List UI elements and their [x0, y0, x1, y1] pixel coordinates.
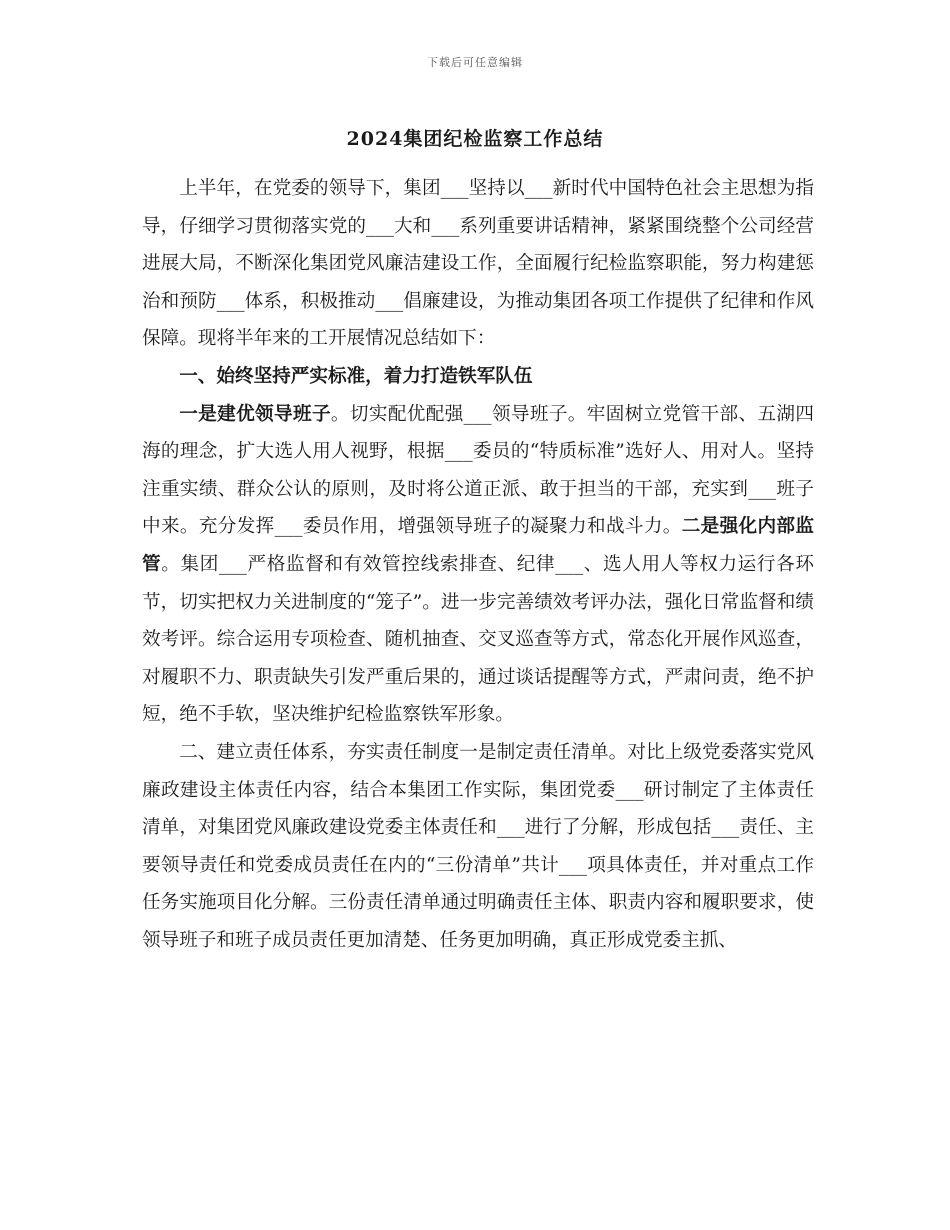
page-header: 下载后可任意编辑: [427, 56, 523, 69]
paragraph-section2: 二、建立责任体系，夯实责任制度一是制定责任清单。对比上级党委落实党风廉政建设主体责任内容，结合本集团工作实际，集团党委___研讨制定了主体责任清单，对集团党风廉政建设党委主体责任和___进行了分解，形成包括___责任、主要领导责任和党委成员责任在内的“三份清单”共计___项具体责任，并对重点工作任务实施项目化分解。三份责任清单通过明确责任主体、职责内容和履职要求，使领导班子和班子成员责任更加清楚、任务更加明确，真正形成党委主抓、: [142, 741, 814, 951]
document-title: 2024集团纪检监察工作总结: [346, 128, 604, 150]
document-body: [142, 170, 814, 959]
paragraph-section1-text-2: 。集团___严格监督和有效管控线索排查、纪律___、选人用人等权力运行各环节，切实把权力关进制度的“笼子”。进一步完善绩效考评办法，强化日常监督和绩效考评。综合运用专项检查、随机抽查、交叉巡查等方式，常态化开展作风巡查，对履职不力、职责缺失引发严重后果的，通过谈话提醒等方式，严肃问责，绝不护短，绝不手软，坚决维护纪检监察铁军形象。: [142, 553, 814, 726]
section-heading-1: 一、始终坚持严实标准，着力打造铁军队伍: [179, 365, 533, 387]
paragraph-section1: [142, 396, 814, 734]
paragraph-intro: 上半年，在党委的领导下，集团___坚持以___新时代中国特色社会主思想为指导，仔细学习贯彻落实党的___大和___系列重要讲话精神，紧紧围绕整个公司经营进展大局，不断深化集团党风廉洁建设工作，全面履行纪检监察职能，努力构建惩治和预防___体系，积极推动___倡廉建设，为推动集团各项工作提供了纪律和作风保障。现将半年来的工开展情况总结如下：: [142, 178, 814, 350]
paragraph-section1-text-1: 。切实配优配强___领导班子。牢固树立党管干部、五湖四海的理念，扩大选人用人视野，根据___委员的“特质标准”选好人、用对人。坚持注重实绩、群众公认的原则，及时将公道正派、敢于担当的干部，充实到___班子中来。充分发挥___委员作用，增强领导班子的凝聚力和战斗力。: [142, 403, 814, 538]
lead-phrase-1: 一是建优领导班子: [179, 403, 331, 425]
lead-phrase-2: 二是强化内部监管: [142, 516, 814, 575]
